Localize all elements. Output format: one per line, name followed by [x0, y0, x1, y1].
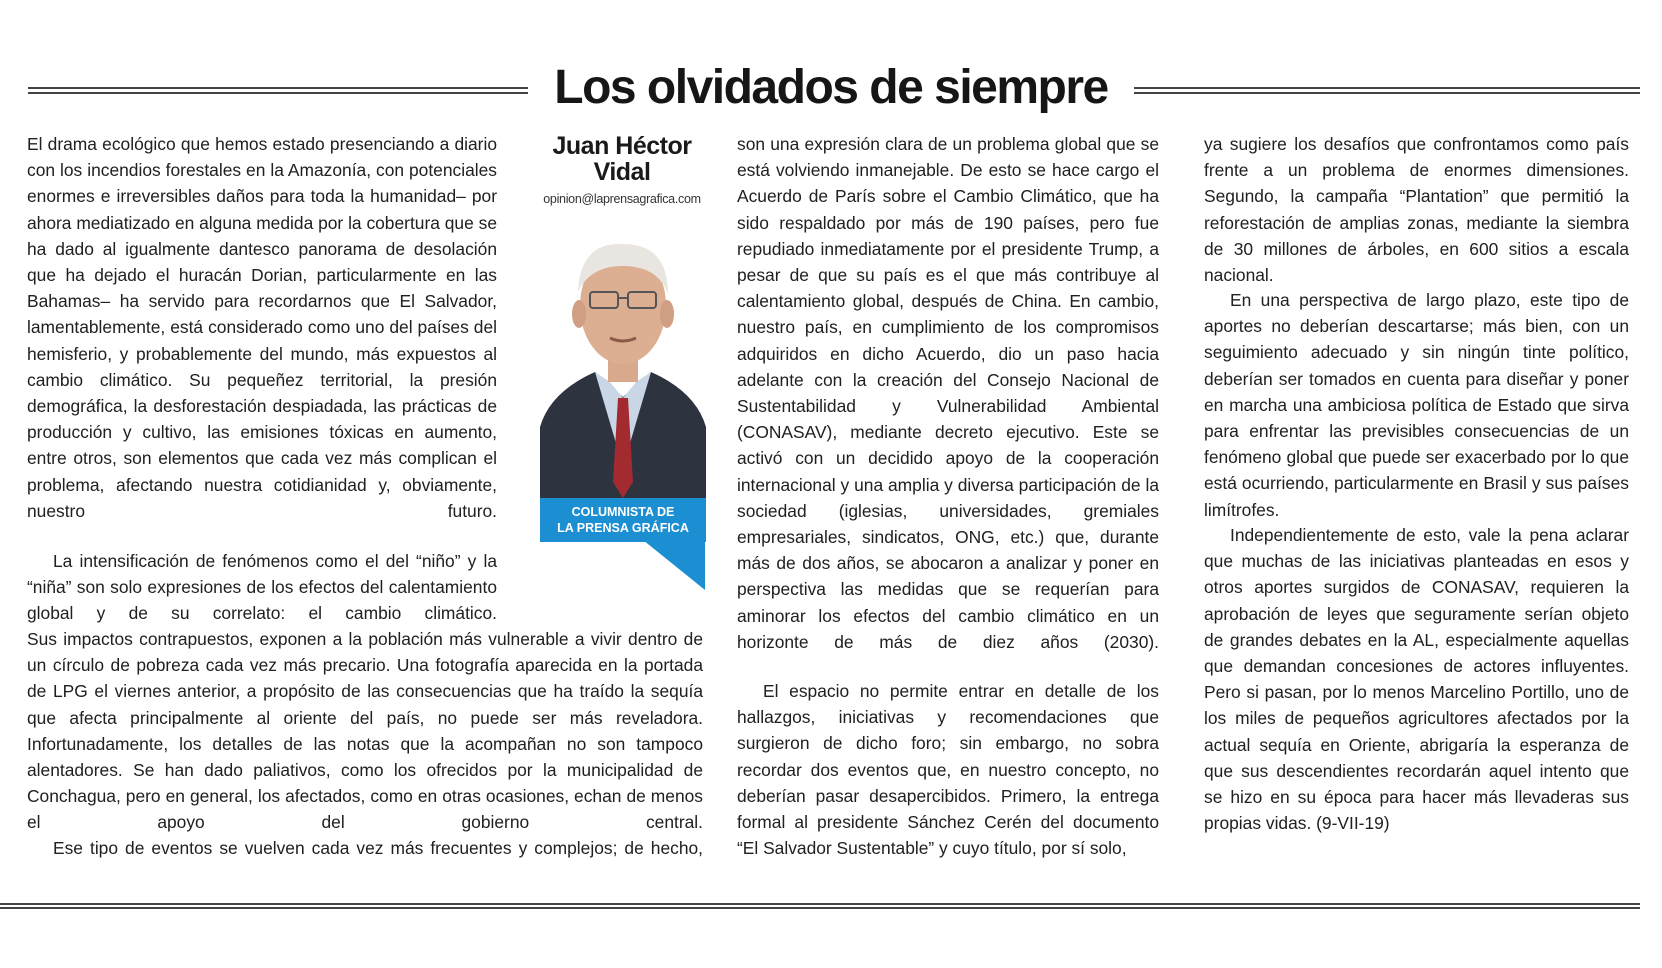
columnist-badge: [540, 498, 706, 542]
bottom-rule: [0, 903, 1640, 909]
badge-line-1: COLUMNISTA DE: [571, 505, 675, 519]
paragraph-6: El espacio no permite entrar en detalle de los hallazgos, iniciativas y recomendaciones que surgieron de dicho foro; sin embargo, no sobra recordar dos eventos que, en nuestro concepto, no deberían pasar desapercibidos. Primero, la entrega formal al presidente Sánchez Cerén del documento “El Salvador Sustentable” y cuyo título, por sí solo,: [737, 681, 1159, 859]
author-email[interactable]: opinion@laprensagrafica.com: [543, 192, 701, 206]
article-title: [0, 56, 1662, 120]
author-photo: [540, 222, 706, 498]
paragraph-4: Ese tipo de eventos se vuelven cada vez más frecuentes y complejos; de hecho,: [53, 838, 703, 858]
badge-arrow: [643, 540, 705, 590]
article-title-text: Los olvidados de siempre: [528, 61, 1134, 114]
paragraph-3: Sus impactos contrapuestos, exponen a la población más vulnerable a vivir dentro de un círculo de pobreza cada vez más precario. Una fotografía aparecida en la portada de LPG el viernes anterior, a propósito de las consecuencias que ha traído la sequía que afecta principalmente al oriente del país, no puede ser más reveladora. Infortunadamente, los detalles de las notas que la acompañan no son tampoco alentadores. Se han dado paliativos, como los ofrecidos por la municipalidad de Conchagua, pero en general, los afectados, como en otras ocasiones, echan de menos el apoyo del gobierno central.: [27, 629, 703, 833]
paragraph-8: En una perspectiva de largo plazo, este tipo de aportes no deberían descartarse; más bien, con un seguimiento adecuado y sin ningún tinte político, deberían ser tomados en cuenta para diseñar y poner en marcha una ambiciosa política de Estado que sirva para enfrentar las previsibles consecuencias de un fenómeno global que puede ser exacerbado por lo que está ocurriendo, particularmente en Brasil y sus países limítrofes.: [1204, 290, 1629, 520]
badge-line-2: LA PRENSA GRÁFICA: [557, 521, 689, 535]
paragraph-5: son una expresión clara de un problema global que se está volviendo inmanejable. De esto se hace cargo el Acuerdo de París sobre el Cambio Climático, que ha sido respaldado por más de 190 países, pero fue repudiado inmediatamente por el presidente Trump, a pesar de que su país es el que más contribuye al calentamiento global, después de China. En cambio, nuestro país, en cumplimiento de los compromisos adquiridos en dicho Acuerdo, dio un paso hacia adelante con la creación del Consejo Nacional de Sustentabilidad y Vulnerabilidad Ambiental (CONASAV), mediante decreto ejecutivo. Este se activó con un decidido apoyo de la cooperación internacional y una amplia y diversa participación de la sociedad (iglesias, universidades, gremiales empresariales, sindicatos, ONG, etc.) que, durante más de dos años, se abocaron a analizar y poner en perspectiva las medidas que se requerían para aminorar los efectos del cambio climático en un horizonte de más de diez años (2030).: [737, 134, 1159, 652]
author-name: Juan Héctor Vidal: [552, 132, 692, 186]
paragraph-9: Independientemente de esto, vale la pena aclarar que muchas de las iniciativas planteadas en esos y otros aportes surgidos de CONASAV, requieren la aprobación de leyes que seguramente serían objeto de grandes debates en la AL, especialmente aquellas que demandan concesiones de actores influyentes. Pero si pasan, por lo menos Marcelino Portillo, uno de los miles de pequeños agricultores afectados por la actual sequía en Oriente, abrigaría la esperanza de que sus descendientes recordarán aquel intento que se hizo en su época para hacer más llevaderas sus propias vidas. (9-VII-19): [1204, 525, 1629, 834]
paragraph-1: El drama ecológico que hemos estado presenciando a diario con los incendios forestales en la Amazonía, con potenciales enormes e irreversibles daños para toda la humanidad– por ahora mediatizado en alguna medida por la cobertura que se ha dado al igualmente dantesco panorama de desolación que ha dejado el huracán Dorian, particularmente en las Bahamas– ha servido para recordarnos que El Salvador, lamentablemente, está considerado como uno del países del hemisferio, y probablemente del mundo, más expuestos al cambio climático. Su pequeñez territorial, la presión demográfica, la desforestación despiadada, las prácticas de producción y cultivo, las emisiones tóxicas en aumento, entre otros, son elementos que cada vez más complican el problema, afectando nuestra cotidianidad y, obviamente, nuestro futuro.: [27, 134, 497, 521]
paragraph-2: La intensificación de fenómenos como el del “niño” y la “niña” son solo expresiones de los efectos del calentamiento global y de su correlato: el cambio climático.: [27, 551, 497, 624]
paragraph-7: ya sugiere los desafíos que confrontamos como país frente a un problema de enormes dimensiones. Segundo, la campaña “Plantation” que permitió la reforestación de amplias zonas, mediante la siembra de 30 millones de árboles, en 600 sitios a escala nacional.: [1204, 134, 1629, 286]
